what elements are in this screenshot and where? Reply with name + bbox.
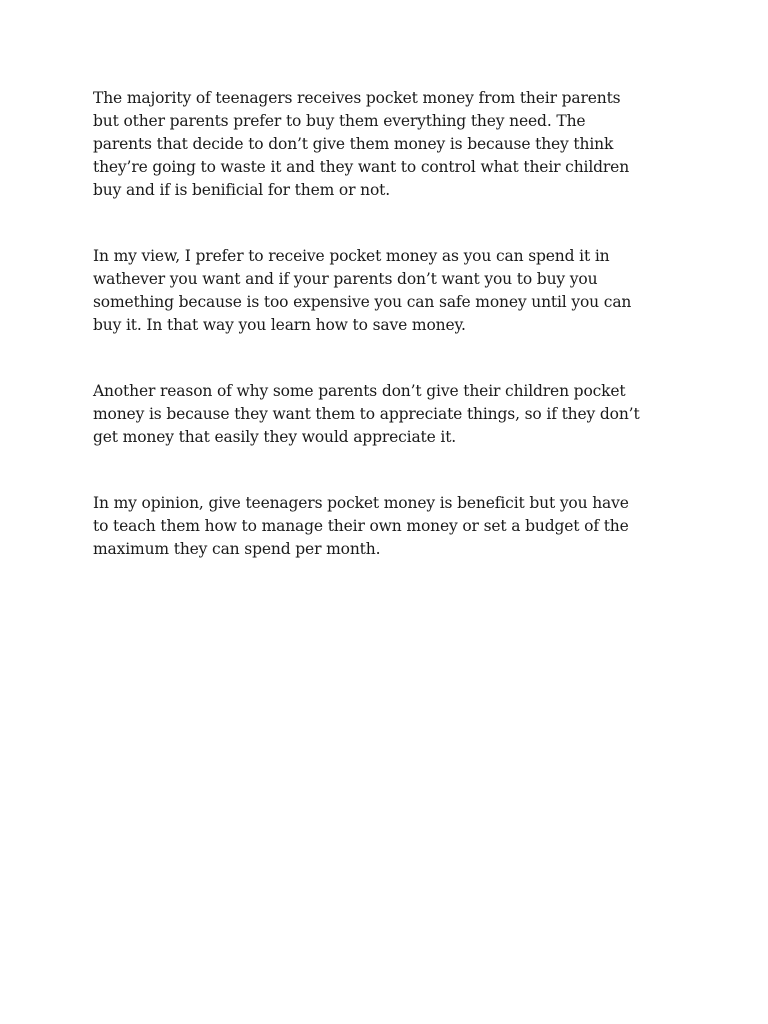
paragraph-3: Another reason of why some parents don’t give their children pocket money is because they want them to appreciate things, so if they don’t get money that easily they would appreciate it.: [93, 382, 640, 446]
paragraph-1: The majority of teenagers receives pocket money from their parents but other parents prefer to buy them everything they need. The parents that decide to don’t give them money is because they think they’re going to waste it and they want to control what their children buy and if is benificial for them or not.: [93, 89, 630, 199]
paragraph-4: In my opinion, give teenagers pocket money is beneficit but you have to teach them how to manage their own money or set a budget of the maximum they can spend per month.: [93, 494, 629, 558]
paragraph-2: In my view, I prefer to receive pocket money as you can spend it in wathever you want and if your parents don’t want you to buy you something because is too expensive you can safe money until you can buy it. In that way you learn how to save money.: [93, 247, 632, 334]
